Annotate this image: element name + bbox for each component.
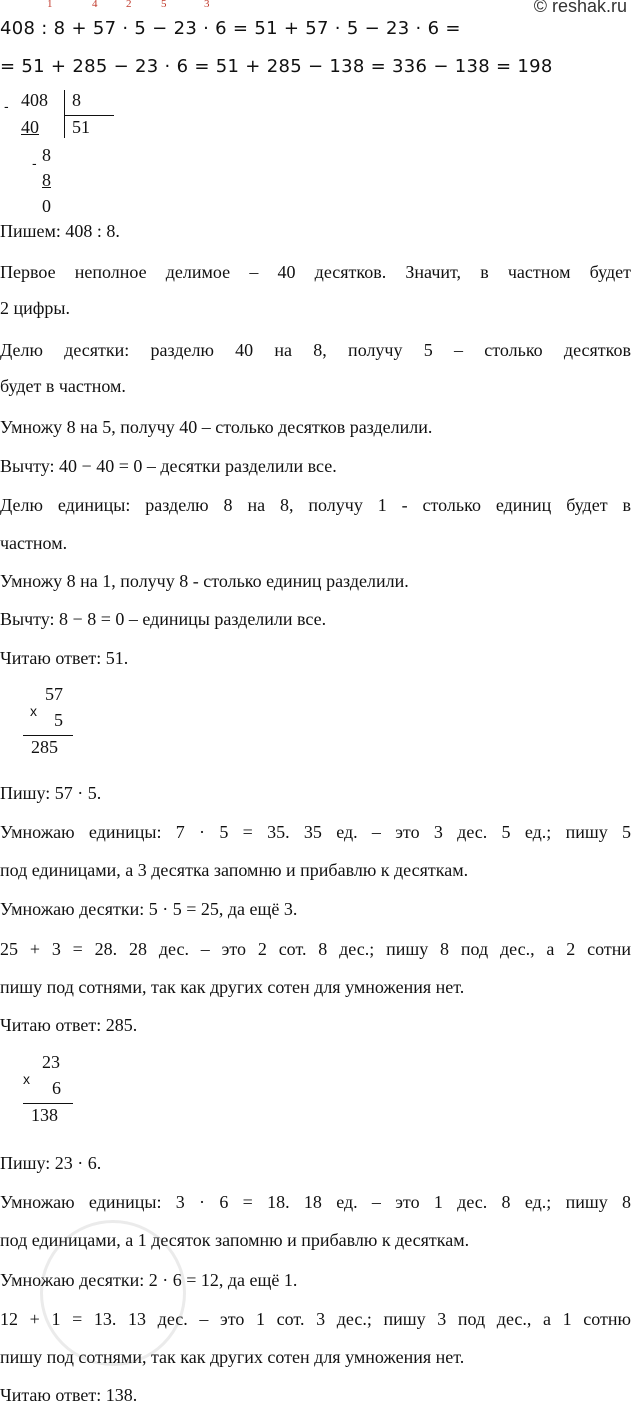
multiplier: 5 bbox=[54, 710, 63, 730]
text-line: пишу под сотнями, так как других сотен для умножения нет. bbox=[0, 977, 465, 997]
text-line: Умножаю десятки: 2 · 6 = 12, да ещё 1. bbox=[0, 1270, 298, 1290]
order-mark: 2 bbox=[126, 0, 132, 10]
equation-line-1: 408 : 8 + 57 · 5 − 23 · 6 = 51 + 57 · 5 − 23 · 6 = bbox=[0, 18, 461, 39]
text-line: Умножаю единицы: 7 · 5 = 35. 35 ед. – это 3 дес. 5 ед.; пишу 5 bbox=[0, 822, 631, 842]
text-line: Пишем: 408 : 8. bbox=[0, 221, 120, 241]
text-line: под единицами, а 3 десятка запомню и прибавлю к десяткам. bbox=[0, 860, 469, 880]
text-line: Читаю ответ: 51. bbox=[0, 648, 129, 668]
multiplicand: 57 bbox=[45, 684, 63, 704]
text-line: будет в частном. bbox=[0, 376, 126, 396]
text-line: Пишу: 23 · 6. bbox=[0, 1153, 102, 1173]
text-line: Умножу 8 на 1, получу 8 - столько единиц разделили. bbox=[0, 571, 409, 591]
product: 138 bbox=[31, 1105, 58, 1125]
order-mark: 1 bbox=[47, 0, 53, 10]
dividend: 408 bbox=[21, 90, 48, 110]
order-mark: 4 bbox=[92, 0, 98, 10]
text-line: Умножаю единицы: 3 · 6 = 18. 18 ед. – это 1 дес. 8 ед.; пишу 8 bbox=[0, 1192, 631, 1212]
product: 285 bbox=[31, 737, 58, 757]
remainder-line: 8 bbox=[42, 145, 51, 165]
text-line: Вычту: 8 − 8 = 0 – единицы разделили все. bbox=[0, 609, 327, 629]
divisor: 8 bbox=[72, 90, 81, 110]
multiplicand: 23 bbox=[42, 1052, 60, 1072]
text-line: Первое неполное делимое – 40 десятков. Значит, в частном будет bbox=[0, 262, 631, 282]
text-line: Читаю ответ: 138. bbox=[0, 1385, 138, 1405]
minus-sign: - bbox=[4, 98, 9, 114]
first-product: 40 bbox=[21, 117, 39, 137]
equation-line-2: = 51 + 285 − 23 · 6 = 51 + 285 − 138 = 336 − 138 = 198 bbox=[0, 56, 553, 77]
order-mark: 3 bbox=[204, 0, 210, 10]
text-line: Пишу: 57 · 5. bbox=[0, 783, 102, 803]
text-line: Делю десятки: разделю 40 на 8, получу 5 – столько десятков bbox=[0, 340, 631, 360]
result-line bbox=[23, 1103, 73, 1104]
text-line: Делю единицы: разделю 8 на 8, получу 1 - столько единиц будет в bbox=[0, 495, 631, 515]
quotient: 51 bbox=[72, 117, 90, 137]
order-mark: 5 bbox=[161, 0, 167, 10]
multiplier: 6 bbox=[52, 1078, 61, 1098]
text-line: Умножу 8 на 5, получу 40 – столько десятков разделили. bbox=[0, 417, 433, 437]
division-bracket-horizontal bbox=[64, 115, 114, 116]
watermark-stamp bbox=[40, 1220, 186, 1366]
text-line: Читаю ответ: 285. bbox=[0, 1015, 138, 1035]
multiply-sign: x bbox=[30, 703, 37, 719]
division-result: 0 bbox=[42, 196, 51, 216]
text-line: Вычту: 40 − 40 = 0 – десятки разделили все. bbox=[0, 456, 337, 476]
text-line: пишу под сотнями, так как других сотен для умножения нет. bbox=[0, 1347, 465, 1367]
watermark: © reshak.ru bbox=[533, 0, 627, 16]
text-line: 25 + 3 = 28. 28 дес. – это 2 сот. 8 дес.; пишу 8 под дес., а 2 сотни bbox=[0, 939, 631, 959]
text-line: под единицами, а 1 десяток запомню и прибавлю к десяткам. bbox=[0, 1230, 470, 1250]
text-line: 2 цифры. bbox=[0, 298, 71, 318]
text-line: 12 + 1 = 13. 13 дес. – это 1 сот. 3 дес.; пишу 3 под дес., а 1 сотню bbox=[0, 1309, 631, 1329]
minus-sign: - bbox=[32, 155, 37, 171]
text-line: Умножаю десятки: 5 · 5 = 25, да ещё 3. bbox=[0, 899, 298, 919]
multiply-sign: x bbox=[23, 1071, 30, 1087]
result-line bbox=[23, 735, 73, 736]
text-line: частном. bbox=[0, 533, 68, 553]
second-product: 8 bbox=[42, 170, 51, 190]
division-bracket-vertical bbox=[64, 90, 65, 138]
